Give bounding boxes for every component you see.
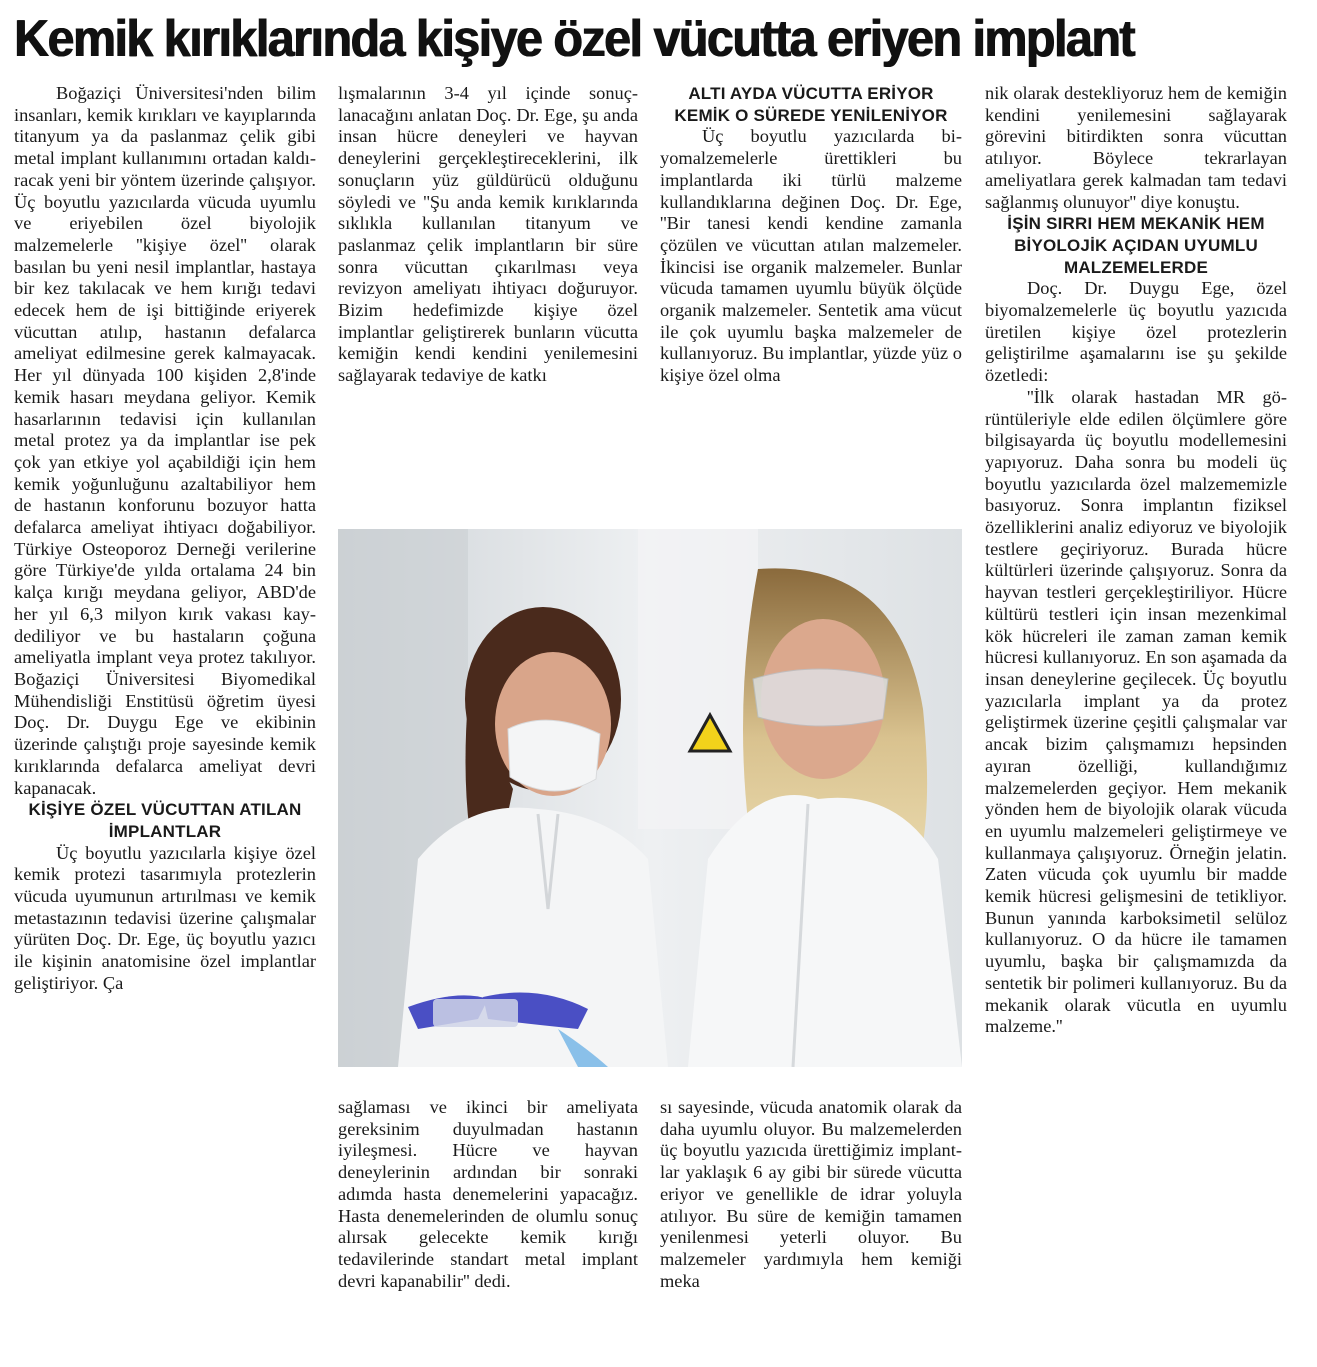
paragraph: lışmalarının 3-4 yıl içinde sonuçlanacağını anlatan Doç. Dr. Ege, şu anda insan hücre deneyleri ve hayvan deneylerini gerçekleştireceklerini, ilk sonuçların yüz güldürücü olduğunu söyledi ve ''Şu anda kemik kırıklarında sıklıkla kullanılan titanyum ve paslanmaz çelik implantların bir süre sonra vücuttan çıkarılması veya revizyon ameliyatı ihtiyacı doğuruyor. Bizim hedefimizde kişiye özel implantlar geliştirerek bunların vücutta kemiğin kendi kendini yenilemesini sağlayarak tedaviye de katkı bbox=[338, 83, 638, 386]
paragraph: nik olarak destekliyoruz hem de kemiğin kendini yenilemesini sağlayarak görevini bitirdikten sonra vücuttan atılıyor. Böylece tekrarlayan ameliyatlara gerek kalmadan tam tedavi sağlanmış olunuyor'' diye konuştu. bbox=[985, 83, 1287, 212]
subheading: KİŞİYE ÖZEL VÜCUTTAN ATILAN İMPLANTLAR bbox=[28, 800, 302, 841]
column-2-top bbox=[338, 83, 638, 503]
column-1 bbox=[14, 83, 316, 1363]
subheading: ALTI AYDA VÜCUTTA ERİYOR KEMİK O SÜREDE YENİLENİYOR bbox=[674, 84, 948, 125]
paragraph: sı sayesinde, vücuda anatomik olarak da daha uyumlu oluyor. Bu malzemelerden üç boyutlu yazıcıda ürettiğimiz implantlar yaklaşık 6 ay gibi bir sürede vücutta eriyor ve genellikle de idrar yoluyla atılıyor. Bu süre de kemiğin tamamen yenilenmesi yeterli oluyor. Bu malzemeler yardımıyla hem kemiği meka bbox=[660, 1097, 962, 1291]
column-2-bottom bbox=[338, 1097, 638, 1363]
headline: Kemik kırıklarında kişiye özel vücutta eriyen implant bbox=[14, 10, 1134, 68]
lab-photo-illustration bbox=[338, 529, 962, 1067]
paragraph: Üç boyutlu yazıcılarla kişiye özel kemik protezi tasarımıyla protezlerin vücuda uyumunun artırılması ve kemik metastazının tedavisi üzerine çalışmalar yürüten Doç. Dr. Ege, üç boyutlu yazıcı ile kişinin anatomisine özel implantlar geliştiriyor. Ça bbox=[14, 842, 316, 993]
paragraph: Boğaziçi Üniversitesi'nden bilim insanları, kemik kırıkları ve kayıplarında titanyum ya da paslanmaz çelik gibi metal implant kullanımını ortadan kaldıracak yeni bir yöntem üzerinde çalışıyor. Üç boyutlu yazıcılarda vücuda uyumlu ve eriyebilen özel biyolojik malzemelerle ''kişiye özel'' olarak basılan bu yeni nesil implantlar, hastaya bir kez takılacak ve hem kırığı tedavi edecek hem de işi bittiğinde eriyerek vücuttan atılıp, hastanın defalarca ameliyat edilmesine gerek kalmayacak. Her yıl dünyada 100 kişiden 2,8'inde kemik hasarı meydana geliyor. Kemik hasarlarının tedavisi için kullanılan metal protez ya da implantlar ise pek çok yan etkiye yol açabildiği için hem kemik yoğunluğunu azaltabiliyor hem de hastanın konforunu bozuyor hatta defalarca ameliyat ihtiyacı doğabiliyor. Türkiye Osteoporoz Derneği verilerine göre Türkiye'de yılda ortalama 24 bin kalça kırığı meydana geliyor, ABD'de her yıl 6,3 milyon kırık vakası kaydediliyor ve bu hastaların çoğuna ameliyatla implant veya protez takılıyor. Boğaziçi Üniversitesi Biyomedikal Mühendisliği Enstitüsü öğretim üyesi Doç. Dr. Duygu Ege ve ekibinin üzerinde çalıştığı proje sayesinde kemik kırıklarında defalarca ameliyat devri kapanacak. bbox=[14, 83, 316, 798]
paragraph: Üç boyutlu yazıcılarda biyomalzemelerle ürettikleri bu implantlarda iki türlü malzeme kullandıklarına değinen Doç. Dr. Ege, ''Bir tanesi kendi kendine zamanla çözülen ve vücuttan atılan malzemeler. İkincisi ise organik malzemeler. Bunlar vücuda tamamen uyumlu büyük ölçüde organik malzemeler. Sentetik ama vücut ile çok uyumlu başka malzemeler de kullanıyoruz. Bu implantlar, yüzde yüz o kişiye özel olma bbox=[660, 126, 962, 386]
column-4 bbox=[985, 83, 1287, 1363]
column-3-top bbox=[660, 83, 962, 503]
column-3-bottom bbox=[660, 1097, 962, 1363]
subheading: İŞİN SIRRI HEM MEKANİK HEM BİYOLOJİK AÇIDAN UYUMLU MALZEMELERDE bbox=[1007, 214, 1265, 277]
lab-photo bbox=[338, 529, 962, 1067]
paragraph: sağlaması ve ikinci bir ameliyata gereksinim duyulmadan hastanın iyileşmesi. Hücre ve hayvan deneylerinin ardından bir sonraki adımda hasta denemelerini yapacağız. Hasta denemelerinden de olumlu sonuç alırsak gelecekte kemik kırığı tedavilerinde standart metal implant devri kapanabilir'' dedi. bbox=[338, 1097, 638, 1291]
paragraph: ''İlk olarak hastadan MR görüntüleriyle elde edilen ölçümlere göre bilgisayarda üç boyutlu modellemesini yapıyoruz. Daha sonra bu modeli üç boyutlu yazıcılarda özel malzememizle basıyoruz. Sonra implantın fiziksel özelliklerini analiz ediyoruz ve biyolojik testlere geçiriyoruz. Burada hücre kültürleri üzerinde çalışıyoruz. Sonra da hayvan testleri gerçekleştiriliyor. Hücre kültürü testleri için insan mezenkimal kök hücreleri ile zaman zaman kemik hücresi kullanıyoruz. En son aşamada da insan deneylerine geçilecek. Üç boyutlu yazıcılarla implant ya da protez geliştirmek üzerine çeşitli çalışmalar var ancak bizim çalışmamızı hepsinden ayıran özelliği, kullandığımız malzemelerden geçiyor. Hem mekanik yönden hem de biyolojik olarak vücuda en uyumlu malzemeleri geliştirmeye ve kullanmaya çalışıyoruz. Örneğin jelatin. Zaten vücuda çok uyumlu bir madde kemik hücresi gelişmesini de tetikliyor. Bunun yanında karboksimetil selüloz kullanıyoruz. O da hücre ile tamamen uyumlu, başka bir çalışmamızda da sentetik bir polimeri kullanıyoruz. Bu da mekanik olarak vücutla en uyumlu malzeme.'' bbox=[985, 386, 1287, 1037]
paragraph: Doç. Dr. Duygu Ege, özel biyomalzemelerle üç boyutlu yazıcıda üretilen kişiye özel protezlerin geliştirilme aşamalarını ise şu şekilde özetledi: bbox=[985, 278, 1287, 386]
